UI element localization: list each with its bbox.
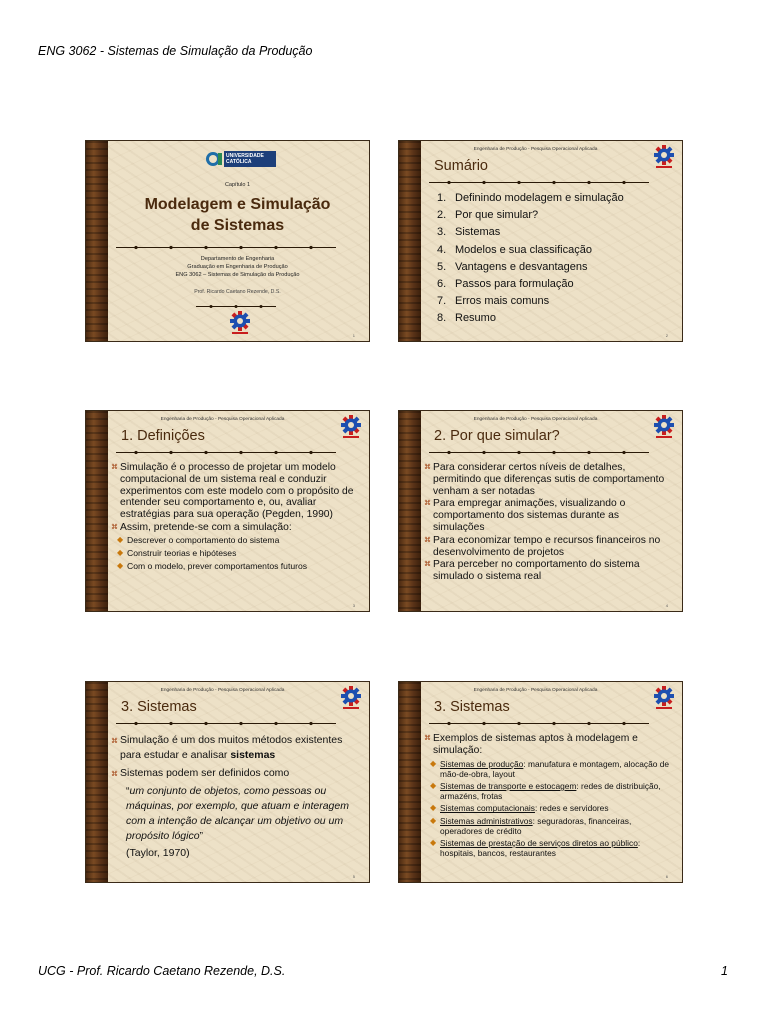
gear-logo-icon [653,145,675,169]
sub-bullet: ◆ Com o modelo, prever comportamentos futuros [117,560,308,571]
toc-item-number: 1. [437,192,447,204]
toc-item-label: Definindo modelagem e simulação [455,192,624,204]
bullet-icon: ⌘ [424,561,431,569]
definition-quote: “um conjunto de objetos, como pessoas ou máquinas, por exemplo, que atuam e interagem com a intenção de alcançar um objetivo ou um propósito lógico” [126,785,349,842]
separator [116,245,336,250]
slide-content [424,462,672,584]
toc-item-number: 6. [437,277,447,290]
slide-2 [398,140,683,342]
sub-bullet-icon: ◆ [117,547,124,557]
sub-bullet-icon: ◆ [430,781,437,790]
toc-item-label: Erros mais comuns [455,295,550,308]
sub-bullet: ◆ Sistemas administrativos: seguradoras, financeiras, operadores de crédito [430,815,632,836]
sub-bullet-icon: ◆ [430,838,437,848]
sub-bullet-icon: ◆ [430,758,437,768]
gear-logo-icon [653,686,675,710]
toc-item [437,312,672,325]
sub-bullet: ◆ Sistemas de transporte e estocagem: redes de distribuição, armazéns, frotas [430,781,661,802]
slide-content [111,462,359,572]
department: Departamento de Engenharia [200,256,275,262]
page-header: ENG 3062 - Sistemas de Simulação da Produção [38,44,313,58]
slide-number: 3 [352,603,355,608]
separator [429,450,649,455]
toc-item-label: Por que simular? [455,209,539,222]
bullet: ⌘ Para perceber no comportamento do sistema simulado o sistema real [424,559,640,583]
toc-item [437,261,672,274]
toc-item-number: 5. [437,260,447,273]
slide-top-caption: Engenharia de Produção - Pesquisa Operacional Aplicada [473,417,598,422]
slide-4 [398,410,683,612]
toc-item [437,295,672,308]
bullet-icon: ⌘ [424,464,431,471]
page-number: 1 [721,964,728,978]
bullet-icon: ⌘ [424,536,431,544]
slide-title: 3. Sistemas [434,699,510,715]
separator [429,180,649,185]
professor: Prof. Ricardo Caetano Rezende, D.S. [194,289,281,295]
sub-bullet: ◆ Sistemas de produção: manufatura e montagem, alocação de mão-de-obra, layout [430,758,670,779]
toc [437,192,672,330]
sub-bullet: ◆ Sistemas computacionais: redes e servidores [430,803,609,814]
slide-number: 2 [665,333,668,338]
wood-border [86,682,108,882]
gear-logo-icon [229,311,251,335]
slide-6 [398,681,683,883]
sub-bullet-icon: ◆ [117,560,124,570]
bullet-icon: ⌘ [424,735,431,742]
university-logo [204,150,276,168]
toc-item-label: Sistemas [455,226,501,239]
sub-bullet: ◆ Descrever o comportamento do sistema [117,534,280,545]
bullet: ⌘ Para considerar certos níveis de detalhes, permitindo que diferenças sutis de comportamento venham a ser notadas [424,462,665,497]
slide-title: 2. Por que simular? [434,428,560,444]
separator [116,721,336,726]
slide-top-caption: Engenharia de Produção - Pesquisa Operacional Aplicada [160,417,285,422]
gear-logo-icon [653,415,675,439]
toc-item-number: 8. [437,312,447,325]
slide-number: 4 [665,603,668,608]
toc-item-label: Modelos e sua classificação [455,243,592,256]
toc-item [437,209,672,222]
citation: (Taylor, 1970) [126,847,190,859]
slide-title: 3. Sistemas [121,699,197,715]
sub-bullet-icon: ◆ [430,803,437,813]
course: Graduação em Engenharia de Produção [187,264,288,270]
page-footer: UCG - Prof. Ricardo Caetano Rezende, D.S. [38,964,286,978]
slide-1 [85,140,370,342]
separator [429,721,649,726]
slide-number: 1 [352,333,355,338]
logo-text: UNIVERSIDADE CATÓLICA [226,153,264,165]
slide-top-caption: Engenharia de Produção - Pesquisa Operacional Aplicada [473,688,598,693]
bullet-icon: ⌘ [111,738,118,745]
bullet-icon: ⌘ [111,464,118,471]
slide-content [111,733,359,861]
toc-item-number: 7. [437,295,447,308]
gear-logo-icon [340,415,362,439]
wood-border [86,411,108,611]
bullet: ⌘ Assim, pretende-se com a simulação: [111,521,292,533]
toc-item [437,278,672,291]
sub-bullet-icon: ◆ [430,815,437,825]
small-separator [196,304,276,309]
bullet-icon: ⌘ [424,500,431,508]
slide-5 [85,681,370,883]
slide-3 [85,410,370,612]
toc-item [437,226,672,239]
discipline: ENG 3062 – Sistemas de Simulação da Produção [175,272,300,278]
bullet: ⌘ Para economizar tempo e recursos financeiros no desenvolvimento de projetos [424,534,661,558]
bullet-icon: ⌘ [111,523,118,531]
toc-item [437,244,672,257]
sub-bullet: ◆ Construir teorias e hipóteses [117,547,237,558]
gear-logo-icon [340,686,362,710]
slide-number: 6 [665,874,668,879]
bullet-icon: ⌘ [111,771,118,778]
bullet: ⌘ Exemplos de sistemas aptos à modelagem e simulação: [424,733,638,756]
toc-item-label: Resumo [455,312,496,325]
slide-title-line1: Modelagem e Simulação [144,196,331,213]
toc-item-label: Vantagens e desvantagens [455,260,588,273]
separator [116,450,336,455]
bullet: ⌘ Simulação é um dos muitos métodos existentes para estudar e analisar sistemas [111,734,343,761]
sub-bullet-icon: ◆ [117,534,124,544]
wood-border [399,682,421,882]
slide-content [424,733,672,859]
wood-border [399,411,421,611]
slide-title-line2: de Sistemas [190,217,285,234]
bullet: ⌘ Para empregar animações, visualizando o comportamento dos sistemas durante as simulações [424,498,626,533]
wood-border [399,141,421,341]
toc-item-number: 3. [437,226,447,239]
toc-item [437,192,672,205]
toc-item-label: Passos para formulação [455,277,574,290]
slide-number: 5 [352,874,355,879]
chapter-label: Capítulo 1 [224,182,251,188]
wood-border [86,141,108,341]
slide-title: 1. Definições [121,428,205,444]
toc-item-number: 2. [437,209,447,222]
sub-bullet: ◆ Sistemas de prestação de serviços diretos ao público: hospitais, bancos, restaurantes [430,838,641,859]
bullet: ⌘ Simulação é o processo de projetar um modelo computacional de um sistema real e conduzir experimentos com este modelo com o propósito de entender seu comportamento e, ou, avaliar estratégias para sua operação (Pegden, 1990) [111,462,354,521]
toc-item-number: 4. [437,243,447,256]
slide-top-caption: Engenharia de Produção - Pesquisa Operacional Aplicada [473,147,598,152]
slide-title: Sumário [434,158,488,174]
slide-top-caption: Engenharia de Produção - Pesquisa Operacional Aplicada [160,688,285,693]
bullet: ⌘ Sistemas podem ser definidos como [111,766,359,781]
